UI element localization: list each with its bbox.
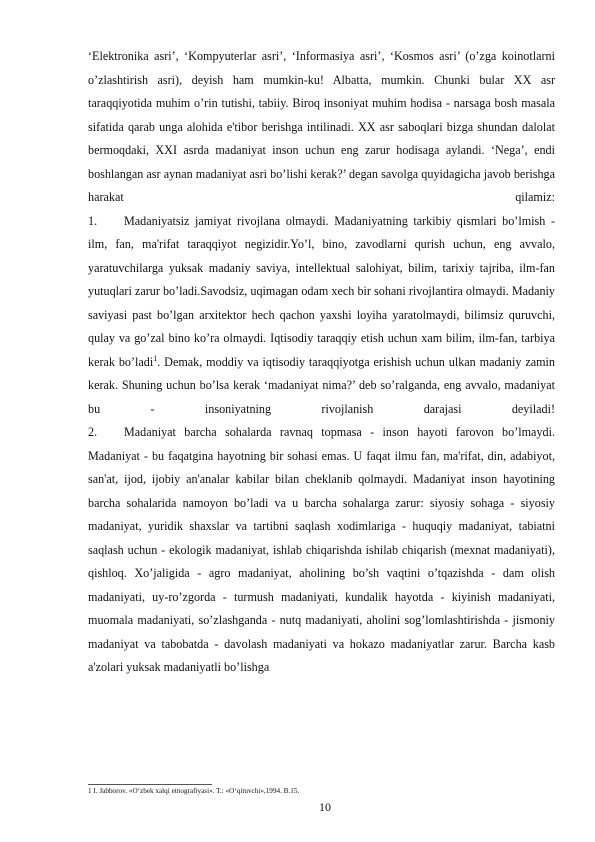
- intro-paragraph: ‘Elektronika asri’, ‘Kompyuterlar asri’, ‘Informasiya asri’, ‘Kosmos asri’ (o’zga koinotlarni o’zlashtirish asri), deyish ham mumkin-ku! Albatta, mumkin. Chunki bular XX asr taraqqiyotida muhim o’rin tutishi, tabiiy. Biroq insoniyat muhim hodisa - narsaga bosh masala sifatida qarab unga alohida e'tibor berishga intilinadi. XX asr saboqlari bizga shundan dalolat bermoqdaki, XXI asrda madaniyat inson uchun eng zarur hodisaga aylandi. ‘Nega’, endi boshlangan asr aynan madaniyat asri bo’lishi kerak?’ degan savolga quyidagicha javob berishga harakat qilamiz:: [88, 49, 555, 204]
- list-item-text: Madaniyat barcha sohalarda ravnaq topmasa - inson hayoti farovon bo’lmaydi. Madaniyat - bu faqatgina hayotning bir sohasi emas. U faqat ilmu fan, ma'rifat, din, adabiyot, san'at, ijod, ijobiy an'analar kabilar bilan cheklanib qolmaydi. Madaniyat inson hayotining barcha sohalarida namoyon bo’ladi va u barcha sohalarga zarur: siyosiy sohaga - siyosiy madaniyat, yuridik shaxslar va tartibni saqlash xodimlariga - huquqiy madaniyat, tabiatni saqlash uchun - ekologik madaniyat, ishlab chiqarishda ishilab chiqarish (mexnat madaniyati), qishloq. Xo’jaligida - agro madaniyat, aholining bo’sh vaqtini o’tqazishda - dam olish madaniyati, uy-ro’zgorda - turmush madaniyati, kundalik hayotda - kiyinish madaniyati, muomala madaniyati, so’zlashganda - nutq madaniyati, aholini sog’lomlashtirishda - jismoniy madaniyat va tabobatda - davolash madaniyati va hokazo madaniyatlar zarur. Barcha kasb a'zolari yuksak madaniyatli bo’lishga: [88, 425, 555, 674]
- page-number: 10: [319, 800, 331, 814]
- list-item-text-continued: . Demak, moddiy va iqtisodiy taraqqiyotga erishish uchun ulkan madaniy zamin kerak. Shuning uchun bo’lsa kerak ‘madaniyat nima?’ deb so’ralganda, eng avvalo, madaniyat bu - insoniyatning rivojlanish darajasi deyiladi!: [88, 354, 555, 416]
- list-item-text: Madaniyatsiz jamiyat rivojlana olmaydi. Madaniyatning tarkibiy qismlari bo’lmish - ilm, fan, ma'rifat taraqqiyot negizidir.Yo’l, bino, zavodlarni qurish uchun, eng avvalo, yaratuvchilarga yuksak madaniy saviya, intellektual salohiyat, bilim, tarixiy tajriba, ilm-fan yutuqlari zarur bo’ladi.Savodsiz, uqimagan odam xech bir sohani rivojlantira olmaydi. Madaniy saviyasi past bo’lgan arxitektor hech qachon yaxshi loyiha yaratolmaydi, bilimsiz quruvchi, qulay va go’zal bino ko’ra olmaydi. Iqtisodiy taraqqiy etish uchun xam bilim, ilm-fan, tarbiya kerak bo’ladi: [88, 213, 555, 369]
- body-text: [88, 45, 555, 680]
- footnote-divider: [88, 784, 212, 785]
- list-number: 2.: [88, 425, 98, 439]
- list-item-2: [88, 421, 555, 680]
- list-item-1: [88, 210, 555, 422]
- list-number: 1.: [88, 213, 98, 228]
- footnote: 1 I. Jabborov. «O‘zbek xalqi etnografiyasi». T.: «O‘qituvchi»,1994. B.15.: [88, 787, 300, 795]
- footnote-reference[interactable]: 1: [153, 353, 158, 363]
